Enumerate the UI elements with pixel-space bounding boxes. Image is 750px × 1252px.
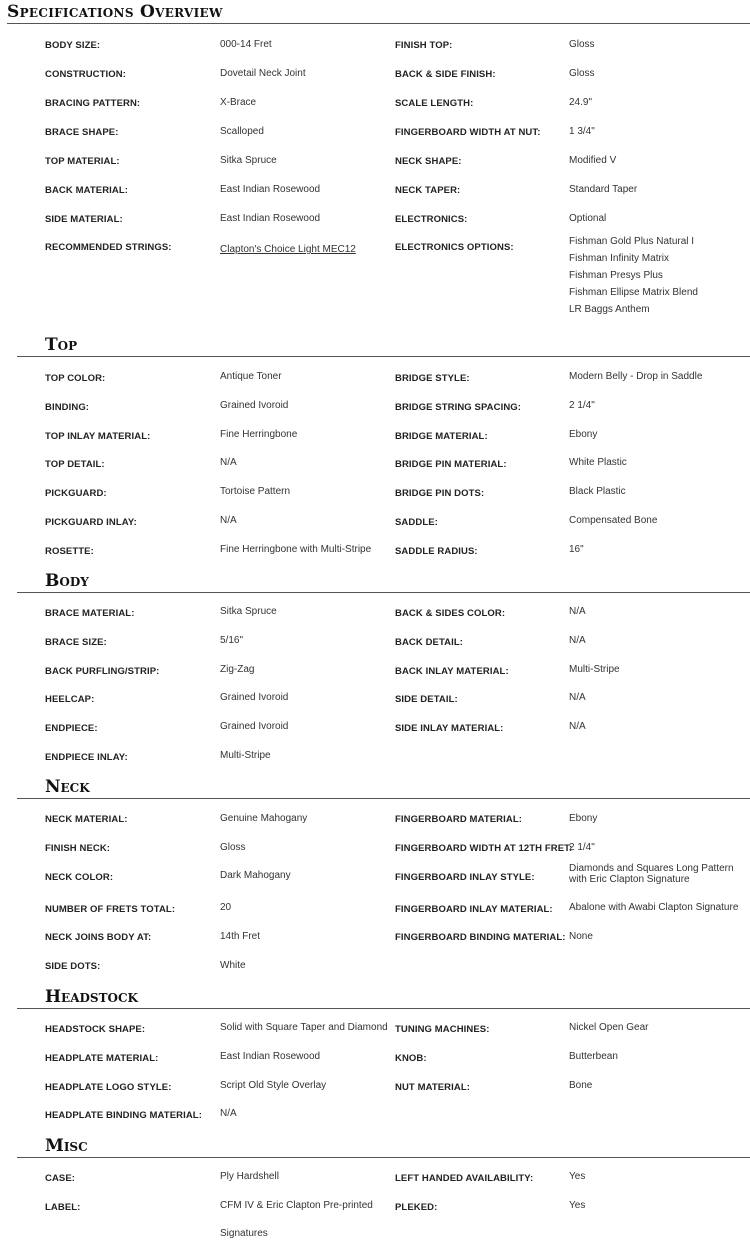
spec-label: ELECTRONICS OPTIONS:: [395, 242, 514, 253]
spec-label: TOP COLOR:: [45, 373, 106, 384]
spec-value: 16": [569, 544, 584, 555]
spec-value: Gloss: [569, 68, 595, 79]
spec-label: PICKGUARD INLAY:: [45, 517, 137, 528]
spec-value: Grained Ivoroid: [220, 692, 289, 703]
spec-label: FINISH TOP:: [395, 40, 453, 51]
spec-value: Solid with Square Taper and Diamond: [220, 1022, 388, 1033]
divider: [17, 1157, 750, 1158]
spec-value: 24.9": [569, 97, 593, 108]
spec-label: RECOMMENDED STRINGS:: [45, 242, 172, 253]
spec-label: PLEKED:: [395, 1202, 438, 1213]
spec-label: HEADPLATE MATERIAL:: [45, 1053, 159, 1064]
spec-value: Script Old Style Overlay: [220, 1080, 327, 1091]
spec-label: ENDPIECE INLAY:: [45, 752, 128, 763]
spec-label: FINGERBOARD INLAY MATERIAL:: [395, 904, 553, 915]
spec-label: SADDLE:: [395, 517, 438, 528]
spec-label: BRACING PATTERN:: [45, 98, 141, 109]
spec-value: Fine Herringbone with Multi-Stripe: [220, 544, 372, 555]
page-title: Specifications Overview: [7, 2, 223, 22]
spec-label: CONSTRUCTION:: [45, 69, 126, 80]
spec-value: Antique Toner: [220, 371, 282, 382]
spec-label: NUMBER OF FRETS TOTAL:: [45, 904, 176, 915]
spec-value: East Indian Rosewood: [220, 184, 321, 195]
spec-value: N/A: [220, 515, 237, 526]
spec-label: BODY SIZE:: [45, 40, 101, 51]
spec-value: Ebony: [569, 429, 598, 440]
spec-label: LEFT HANDED AVAILABILITY:: [395, 1173, 534, 1184]
spec-value: White Plastic: [569, 457, 627, 468]
spec-value: Fishman Presys Plus: [569, 270, 663, 281]
section-heading-headstock: Headstock: [45, 987, 138, 1007]
spec-value: Gloss: [220, 842, 246, 853]
spec-label: FINGERBOARD BINDING MATERIAL:: [395, 932, 566, 943]
spec-label: NUT MATERIAL:: [395, 1082, 470, 1093]
spec-value: Fishman Ellipse Matrix Blend: [569, 287, 698, 298]
spec-value: Ebony: [569, 813, 598, 824]
spec-label: ROSETTE:: [45, 546, 94, 557]
spec-value: with Eric Clapton Signature: [569, 874, 690, 885]
spec-label: TOP MATERIAL:: [45, 156, 120, 167]
spec-label: FINGERBOARD WIDTH AT 12TH FRET:: [395, 843, 573, 854]
spec-value: East Indian Rosewood: [220, 213, 321, 224]
spec-value: 2 1/4": [569, 400, 595, 411]
spec-value: N/A: [220, 1108, 237, 1119]
spec-label: NECK MATERIAL:: [45, 814, 128, 825]
section-heading-top: Top: [45, 335, 78, 355]
spec-value: Multi-Stripe: [220, 750, 271, 761]
spec-value: Multi-Stripe: [569, 664, 620, 675]
spec-label: SIDE DETAIL:: [395, 694, 458, 705]
spec-label: BRIDGE PIN MATERIAL:: [395, 459, 507, 470]
recommended-strings-link[interactable]: Clapton's Choice Light MEC12: [220, 244, 356, 255]
spec-label: BRACE SHAPE:: [45, 127, 119, 138]
spec-value: Grained Ivoroid: [220, 400, 289, 411]
spec-label: FINISH NECK:: [45, 843, 111, 854]
spec-value: Grained Ivoroid: [220, 721, 289, 732]
spec-label: BRACE SIZE:: [45, 637, 107, 648]
spec-value: 2 1/4": [569, 842, 595, 853]
spec-label: BRACE MATERIAL:: [45, 608, 135, 619]
spec-value: Signatures: [220, 1228, 268, 1239]
spec-value: Butterbean: [569, 1051, 618, 1062]
spec-value: Nickel Open Gear: [569, 1022, 649, 1033]
spec-label: CASE:: [45, 1173, 76, 1184]
spec-value: Yes: [569, 1171, 586, 1182]
spec-value: LR Baggs Anthem: [569, 304, 650, 315]
spec-label: SIDE INLAY MATERIAL:: [395, 723, 504, 734]
spec-value: Dark Mahogany: [220, 870, 291, 881]
spec-label: HEELCAP:: [45, 694, 95, 705]
spec-label: KNOB:: [395, 1053, 427, 1064]
spec-label: HEADPLATE BINDING MATERIAL:: [45, 1110, 202, 1121]
spec-value: N/A: [220, 457, 237, 468]
spec-value: N/A: [569, 606, 586, 617]
spec-label: FINGERBOARD INLAY STYLE:: [395, 872, 535, 883]
divider: [17, 356, 750, 357]
spec-label: BACK INLAY MATERIAL:: [395, 666, 509, 677]
spec-value: Dovetail Neck Joint: [220, 68, 306, 79]
spec-value: Tortoise Pattern: [220, 486, 291, 497]
spec-value: Modern Belly - Drop in Saddle: [569, 371, 703, 382]
spec-label: LABEL:: [45, 1202, 81, 1213]
spec-value: Black Plastic: [569, 486, 626, 497]
spec-value: White: [220, 960, 246, 971]
spec-label: SADDLE RADIUS:: [395, 546, 478, 557]
spec-value: Zig-Zag: [220, 664, 255, 675]
section-heading-misc: Misc: [45, 1136, 88, 1156]
spec-value: Modified V: [569, 155, 617, 166]
section-heading-body: Body: [45, 571, 89, 591]
spec-label: NECK TAPER:: [395, 185, 461, 196]
spec-label: PICKGUARD:: [45, 488, 107, 499]
spec-value: N/A: [569, 721, 586, 732]
spec-label: SIDE MATERIAL:: [45, 214, 123, 225]
spec-value: Ply Hardshell: [220, 1171, 279, 1182]
spec-label: SIDE DOTS:: [45, 961, 101, 972]
spec-value: X-Brace: [220, 97, 257, 108]
spec-value: Sitka Spruce: [220, 606, 277, 617]
spec-value: Fishman Gold Plus Natural I: [569, 236, 695, 247]
spec-label: FINGERBOARD WIDTH AT NUT:: [395, 127, 541, 138]
section-heading-neck: Neck: [45, 777, 90, 797]
spec-label: BACK PURFLING/STRIP:: [45, 666, 160, 677]
divider: [7, 23, 750, 24]
spec-label: NECK JOINS BODY AT:: [45, 932, 152, 943]
spec-value: East Indian Rosewood: [220, 1051, 321, 1062]
spec-label: BRIDGE STYLE:: [395, 373, 470, 384]
spec-label: ENDPIECE:: [45, 723, 98, 734]
spec-value: Diamonds and Squares Long Pattern: [569, 863, 734, 874]
spec-value: N/A: [569, 635, 586, 646]
spec-value: Yes: [569, 1200, 586, 1211]
spec-label: NECK SHAPE:: [395, 156, 462, 167]
spec-label: BINDING:: [45, 402, 90, 413]
spec-label: NECK COLOR:: [45, 872, 114, 883]
spec-label: FINGERBOARD MATERIAL:: [395, 814, 522, 825]
spec-label: BRIDGE STRING SPACING:: [395, 402, 522, 413]
spec-label: TOP DETAIL:: [45, 459, 105, 470]
spec-value: Standard Taper: [569, 184, 638, 195]
spec-value: 1 3/4": [569, 126, 595, 137]
spec-label: BACK MATERIAL:: [45, 185, 129, 196]
spec-label: TUNING MACHINES:: [395, 1024, 490, 1035]
spec-label: HEADPLATE LOGO STYLE:: [45, 1082, 172, 1093]
spec-value: Sitka Spruce: [220, 155, 277, 166]
spec-value: Genuine Mahogany: [220, 813, 308, 824]
spec-label: ELECTRONICS:: [395, 214, 468, 225]
spec-value: 20: [220, 902, 232, 913]
spec-label: BRIDGE MATERIAL:: [395, 431, 488, 442]
spec-value: Fishman Infinity Matrix: [569, 253, 670, 264]
spec-label: BACK & SIDES COLOR:: [395, 608, 506, 619]
spec-value: 14th Fret: [220, 931, 261, 942]
spec-value: Fine Herringbone: [220, 429, 298, 440]
divider: [17, 1008, 750, 1009]
spec-value: Bone: [569, 1080, 593, 1091]
divider: [17, 798, 750, 799]
spec-value: Optional: [569, 213, 607, 224]
spec-label: SCALE LENGTH:: [395, 98, 474, 109]
spec-value: Gloss: [569, 39, 595, 50]
spec-label: HEADSTOCK SHAPE:: [45, 1024, 146, 1035]
spec-label: BACK & SIDE FINISH:: [395, 69, 496, 80]
spec-value: Abalone with Awabi Clapton Signature: [569, 902, 739, 913]
divider: [17, 592, 750, 593]
spec-value: Scalloped: [220, 126, 264, 137]
spec-value: CFM IV & Eric Clapton Pre-printed: [220, 1200, 373, 1211]
spec-value: None: [569, 931, 593, 942]
spec-value: N/A: [569, 692, 586, 703]
spec-value: Compensated Bone: [569, 515, 658, 526]
spec-value: 5/16": [220, 635, 244, 646]
spec-label: BACK DETAIL:: [395, 637, 464, 648]
spec-label: BRIDGE PIN DOTS:: [395, 488, 485, 499]
spec-label: TOP INLAY MATERIAL:: [45, 431, 151, 442]
spec-value: 000-14 Fret: [220, 39, 272, 50]
